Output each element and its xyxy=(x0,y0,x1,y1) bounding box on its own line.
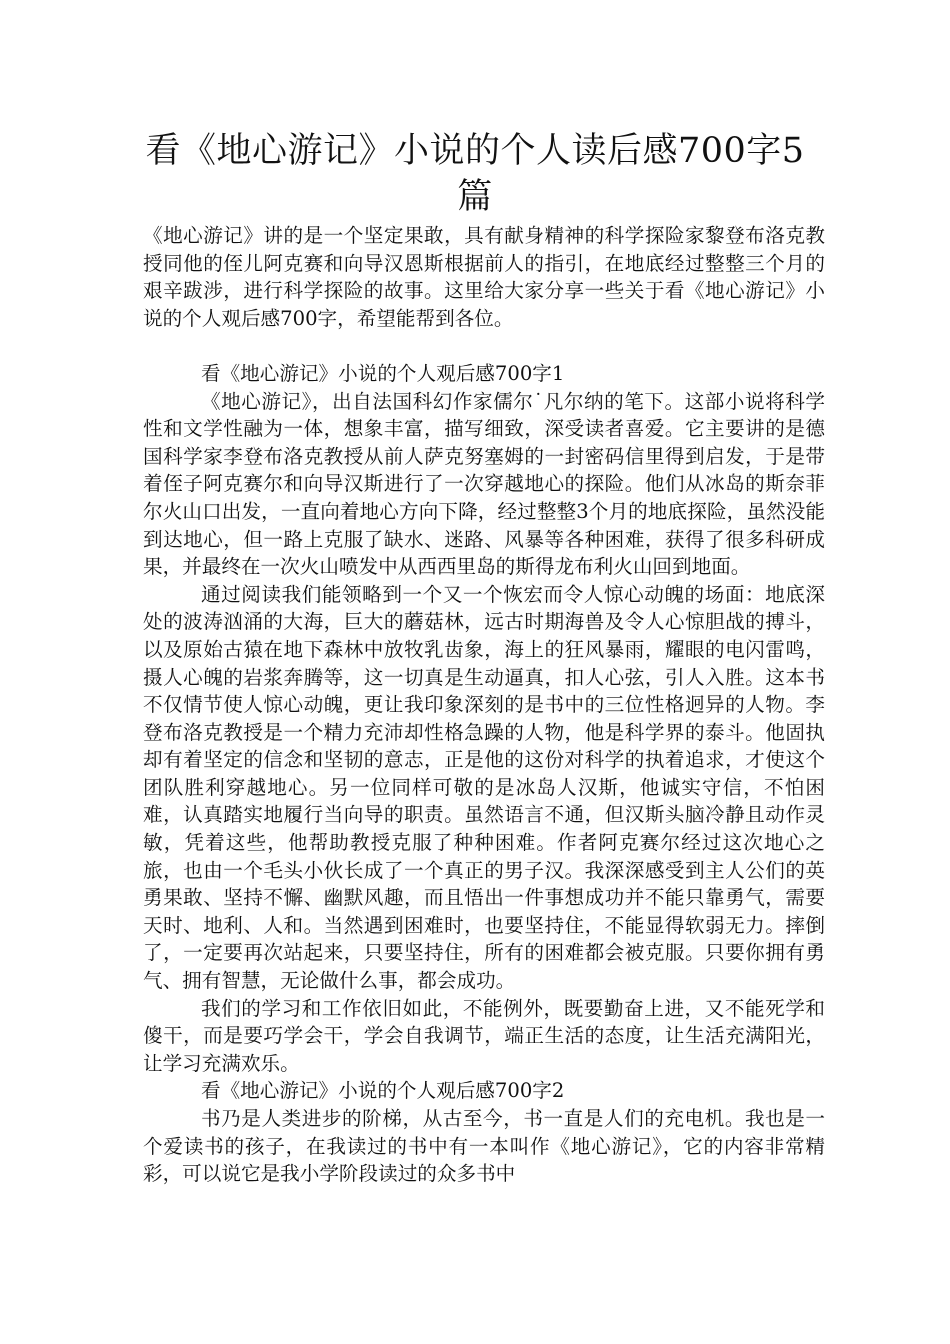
section-2-heading: 看《地心游记》小说的个人观后感700字2 xyxy=(201,1079,565,1103)
document-body xyxy=(143,222,825,1188)
section-2-paragraph: 书乃是人类进步的阶梯，从古至今，书一直是人们的充电机。我也是一个爱读书的孩子，在我读过的书中有一本叫作《地心游记》，它的内容非常精彩，可以说它是我小学阶段读过的众多书中 xyxy=(143,1107,825,1186)
section-1-paragraph: 通过阅读我们能领略到一个又一个恢宏而令人惊心动魄的场面：地底深处的波涛汹涌的大海，巨大的蘑菇林，远古时期海兽及令人心惊胆战的搏斗，以及原始古猿在地下森林中放牧乳齿象，海上的狂风暴雨，耀眼的电闪雷鸣，摄人心魄的岩浆奔腾等，这一切真是生动逼真，扣人心弦，引人入胜。这本书不仅情节使人惊心动魄，更让我印象深刻的是书中的三位性格迥异的人物。李登布洛克教授是一个精力充沛却性格急躁的人物，他是科学界的泰斗。他固执却有着坚定的信念和坚韧的意志，正是他的这份对科学的执着追求，才使这个团队胜利穿越地心。另一位同样可敬的是冰岛人汉斯，他诚实守信，不怕困难，认真踏实地履行当向导的职责。虽然语言不通，但汉斯头脑冷静且动作灵敏，凭着这些，他帮助教授克服了种种困难。作者阿克赛尔经过这次地心之旅，也由一个毛头小伙长成了一个真正的男子汉。我深深感受到主人公们的英勇果敢、坚持不懈、幽默风趣，而且悟出一件事想成功并不能只靠勇气，需要天时、地利、人和。当然遇到困难时，也要坚持住，不能显得软弱无力。摔倒了，一定要再次站起来，只要坚持住，所有的困难都会被克服。只要你拥有勇气、拥有智慧，无论做什么事，都会成功。 xyxy=(143,582,825,993)
intro-paragraph: 《地心游记》讲的是一个坚定果敢，具有献身精神的科学探险家黎登布洛克教授同他的侄儿阿克赛和向导汉恩斯根据前人的指引，在地底经过整整三个月的艰辛跋涉，进行科学探险的故事。这里给大家分享一些关于看《地心游记》小说的个人观后感700字，希望能帮到各位。 xyxy=(143,224,825,330)
section-1-paragraph: 《地心游记》，出自法国科幻作家儒尔˙凡尔纳的笔下。这部小说将科学性和文学性融为一体，想象丰富，描写细致，深受读者喜爱。它主要讲的是德国科学家李登布洛克教授从前人萨克努塞姆的一封密码信里得到启发，于是带着侄子阿克赛尔和向导汉斯进行了一次穿越地心的探险。他们从冰岛的斯奈菲尔火山口出发，一直向着地心方向下降，经过整整3个月的地底探险，虽然没能到达地心，但一路上克服了缺水、迷路、风暴等各种困难，获得了很多科研成果，并最终在一次火山喷发中从西西里岛的斯得龙布利火山回到地面。 xyxy=(143,389,825,579)
section-1-paragraph: 我们的学习和工作依旧如此，不能例外，既要勤奋上进，又不能死学和傻干，而是要巧学会干，学会自我调节，端正生活的态度，让生活充满阳光，让学习充满欢乐。 xyxy=(143,996,825,1075)
document-title: 看《地心游记》小说的个人读后感700字5篇 xyxy=(145,131,805,217)
section-1-heading: 看《地心游记》小说的个人观后感700字1 xyxy=(201,361,565,385)
